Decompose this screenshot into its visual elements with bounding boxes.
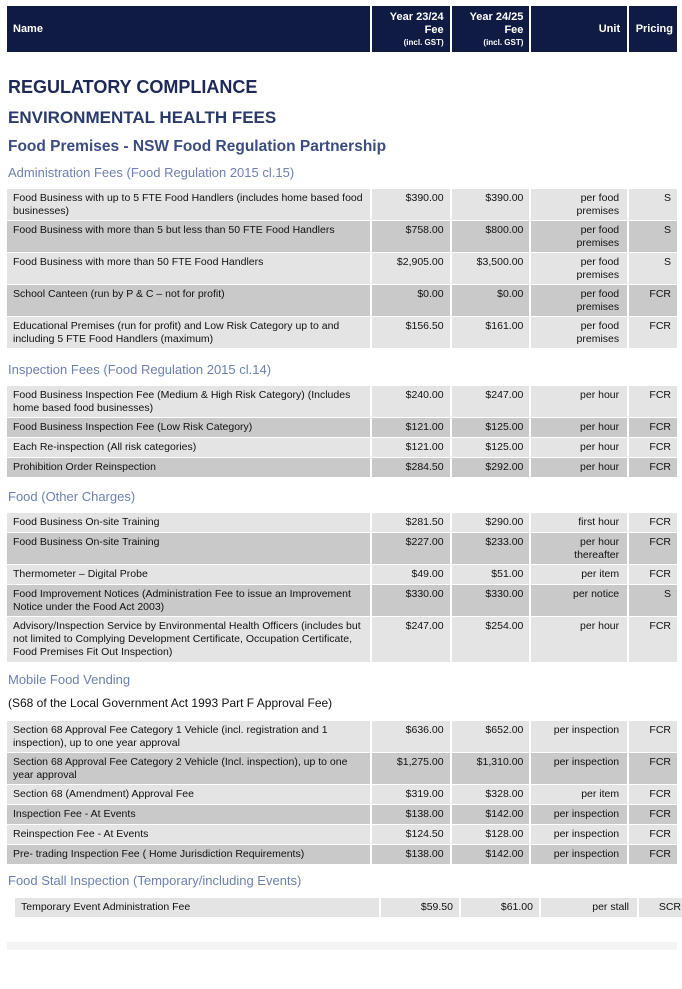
title-food-premises: Food Premises - NSW Food Regulation Partnership [8, 138, 387, 155]
cell-pricing: FCR [629, 513, 677, 532]
header-name-label: Name [13, 23, 43, 35]
header-unit [531, 6, 627, 52]
cell-fee-2425: $161.00 [452, 317, 530, 348]
table-row [7, 845, 677, 864]
header-fee2-sub: (incl. GST) [483, 38, 524, 47]
table-row [7, 753, 677, 784]
cell-name: Inspection Fee - At Events [7, 805, 370, 824]
cell-pricing: FCR [629, 721, 677, 752]
cell-fee-2425: $125.00 [452, 418, 530, 437]
table-row [7, 617, 677, 662]
cell-fee-2324: $247.00 [372, 617, 450, 662]
cell-name: Temporary Event Administration Fee [15, 898, 379, 917]
cell-unit: per food premises [531, 221, 627, 252]
cell-name: Each Re-inspection (All risk categories) [7, 438, 370, 457]
cell-fee-2425: $390.00 [452, 189, 530, 220]
cell-unit: per inspection [531, 753, 627, 784]
cell-unit: per notice [531, 585, 627, 616]
cell-name: Food Business On-site Training [7, 513, 370, 532]
cell-pricing: FCR [629, 565, 677, 584]
header-fee1-sub: (incl. GST) [403, 38, 444, 47]
cell-fee-2324: $227.00 [372, 533, 450, 564]
cell-name: Prohibition Order Reinspection [7, 458, 370, 477]
section-title-stall: Food Stall Inspection (Temporary/including Events) [8, 873, 302, 888]
cell-pricing: FCR [629, 617, 677, 662]
cell-name: Educational Premises (run for profit) and Low Risk Category up to and including 5 FTE Food Handlers (maximum) [7, 317, 370, 348]
cell-unit: per food premises [531, 189, 627, 220]
cell-fee-2425: $3,500.00 [452, 253, 530, 284]
table-row [7, 721, 677, 752]
cell-fee-2425: $233.00 [452, 533, 530, 564]
cell-pricing: S [629, 189, 677, 220]
table-row [7, 785, 677, 804]
table-inspection [7, 386, 677, 478]
cell-name: Food Business On-site Training [7, 533, 370, 564]
cell-pricing: FCR [629, 785, 677, 804]
table-row [7, 458, 677, 477]
cell-pricing: S [629, 585, 677, 616]
title-regulatory-compliance: REGULATORY COMPLIANCE [8, 77, 258, 97]
cell-pricing: FCR [629, 805, 677, 824]
cell-pricing: S [629, 221, 677, 252]
cell-name: Food Business Inspection Fee (Low Risk Category) [7, 418, 370, 437]
cell-fee-2425: $51.00 [452, 565, 530, 584]
cell-unit: per inspection [531, 721, 627, 752]
header-fee-2324 [372, 6, 450, 52]
cell-unit: per stall [541, 898, 637, 917]
cell-pricing: S [629, 253, 677, 284]
cell-fee-2324: $319.00 [372, 785, 450, 804]
cell-unit: per food premises [531, 285, 627, 316]
cell-unit: per hour [531, 617, 627, 662]
cell-fee-2425: $142.00 [452, 845, 530, 864]
cell-fee-2324: $121.00 [372, 438, 450, 457]
cell-fee-2324: $758.00 [372, 221, 450, 252]
cell-fee-2324: $330.00 [372, 585, 450, 616]
cell-fee-2425: $0.00 [452, 285, 530, 316]
cell-fee-2425: $247.00 [452, 386, 530, 417]
cell-fee-2324: $390.00 [372, 189, 450, 220]
table-row [7, 825, 677, 844]
cell-pricing: SCR [639, 898, 682, 917]
cell-pricing: FCR [629, 438, 677, 457]
table-row [7, 317, 677, 348]
cell-name: Food Business Inspection Fee (Medium & High Risk Category) (Includes home based food businesses) [7, 386, 370, 417]
cell-unit: per hour [531, 386, 627, 417]
cell-fee-2425: $330.00 [452, 585, 530, 616]
cell-fee-2425: $292.00 [452, 458, 530, 477]
cell-pricing: FCR [629, 533, 677, 564]
table-row [7, 386, 677, 417]
title-environmental-health: ENVIRONMENTAL HEALTH FEES [8, 108, 277, 127]
table-row [7, 253, 677, 284]
cell-pricing: FCR [629, 825, 677, 844]
cell-fee-2324: $138.00 [372, 845, 450, 864]
cell-unit: per inspection [531, 845, 627, 864]
cell-fee-2324: $138.00 [372, 805, 450, 824]
header-fee1-line1: Year 23/24 [389, 11, 444, 23]
cell-pricing: FCR [629, 285, 677, 316]
table-row [7, 438, 677, 457]
cell-unit: per hour [531, 418, 627, 437]
header-name [7, 6, 370, 52]
cell-fee-2425: $254.00 [452, 617, 530, 662]
header-fee1-line2: Fee [424, 24, 444, 36]
section-title-other: Food (Other Charges) [8, 489, 136, 504]
table-header [7, 6, 677, 52]
cell-unit: per item [531, 785, 627, 804]
section-title-inspection: Inspection Fees (Food Regulation 2015 cl.14) [8, 362, 272, 377]
cell-fee-2324: $0.00 [372, 285, 450, 316]
cell-pricing: FCR [629, 458, 677, 477]
header-unit-label: Unit [598, 23, 621, 35]
cell-unit: first hour [531, 513, 627, 532]
cell-fee-2425: $128.00 [452, 825, 530, 844]
header-pricing-label: Pricing [635, 23, 673, 35]
table-row [7, 285, 677, 316]
cell-unit: per inspection [531, 805, 627, 824]
cell-fee-2425: $652.00 [452, 721, 530, 752]
cell-unit: per inspection [531, 825, 627, 844]
header-fee2-line1: Year 24/25 [469, 11, 524, 23]
cell-fee-2324: $121.00 [372, 418, 450, 437]
cell-fee-2425: $61.00 [461, 898, 539, 917]
cell-pricing: FCR [629, 317, 677, 348]
cell-name: Thermometer – Digital Probe [7, 565, 370, 584]
table-admin [7, 189, 677, 349]
section-subtitle-mobile: (S68 of the Local Government Act 1993 Part F Approval Fee) [8, 696, 333, 710]
header-pricing [629, 6, 677, 52]
cell-fee-2324: $284.50 [372, 458, 450, 477]
cell-fee-2324: $636.00 [372, 721, 450, 752]
table-row [7, 533, 677, 564]
cell-name: Food Business with more than 5 but less than 50 FTE Food Handlers [7, 221, 370, 252]
cell-fee-2425: $328.00 [452, 785, 530, 804]
cell-name: Food Improvement Notices (Administration Fee to issue an Improvement Notice under the Food Act 2003) [7, 585, 370, 616]
cell-name: Food Business with up to 5 FTE Food Handlers (includes home based food businesses) [7, 189, 370, 220]
cell-name: Section 68 Approval Fee Category 2 Vehicle (Incl. inspection), up to one year approval [7, 753, 370, 784]
table-row [7, 418, 677, 437]
cell-fee-2425: $800.00 [452, 221, 530, 252]
table-row [7, 189, 677, 220]
cell-pricing: FCR [629, 845, 677, 864]
cell-pricing: FCR [629, 418, 677, 437]
cell-fee-2425: $142.00 [452, 805, 530, 824]
cell-unit: per hour [531, 458, 627, 477]
header-fee-2425 [452, 6, 530, 52]
cell-name: Section 68 (Amendment) Approval Fee [7, 785, 370, 804]
cell-name: Advisory/Inspection Service by Environmental Health Officers (includes but not limited to Complying Development Certificate, Occupation Certificate, Food Premises Fit Out Inspection) [7, 617, 370, 662]
cell-name: School Canteen (run by P & C – not for profit) [7, 285, 370, 316]
cell-unit: per hour [531, 438, 627, 457]
cell-fee-2324: $2,905.00 [372, 253, 450, 284]
cell-fee-2324: $124.50 [372, 825, 450, 844]
section-title-mobile: Mobile Food Vending [8, 672, 131, 687]
cell-name: Pre- trading Inspection Fee ( Home Jurisdiction Requirements) [7, 845, 370, 864]
cell-fee-2324: $49.00 [372, 565, 450, 584]
cell-name: Section 68 Approval Fee Category 1 Vehicle (incl. registration and 1 inspection), up to one year approval [7, 721, 370, 752]
cell-unit: per hour thereafter [531, 533, 627, 564]
table-row [7, 805, 677, 824]
cell-unit: per item [531, 565, 627, 584]
cell-fee-2324: $240.00 [372, 386, 450, 417]
cell-name: Food Business with more than 50 FTE Food Handlers [7, 253, 370, 284]
cell-fee-2324: $156.50 [372, 317, 450, 348]
cell-fee-2425: $1,310.00 [452, 753, 530, 784]
cell-fee-2324: $1,275.00 [372, 753, 450, 784]
cell-name: Reinspection Fee - At Events [7, 825, 370, 844]
cell-pricing: FCR [629, 386, 677, 417]
table-row [7, 585, 677, 616]
cell-unit: per food premises [531, 317, 627, 348]
table-row [7, 221, 677, 252]
section-title-admin: Administration Fees (Food Regulation 2015 cl.15) [8, 165, 295, 180]
page-footer-band [7, 942, 677, 950]
table-row [15, 898, 682, 917]
header-fee2-line2: Fee [504, 24, 524, 36]
cell-fee-2425: $290.00 [452, 513, 530, 532]
cell-fee-2425: $125.00 [452, 438, 530, 457]
cell-fee-2324: $59.50 [381, 898, 459, 917]
cell-fee-2324: $281.50 [372, 513, 450, 532]
table-row [7, 565, 677, 584]
table-row [7, 513, 677, 532]
table-mobile [7, 721, 677, 865]
table-other [7, 513, 677, 663]
cell-unit: per food premises [531, 253, 627, 284]
cell-pricing: FCR [629, 753, 677, 784]
